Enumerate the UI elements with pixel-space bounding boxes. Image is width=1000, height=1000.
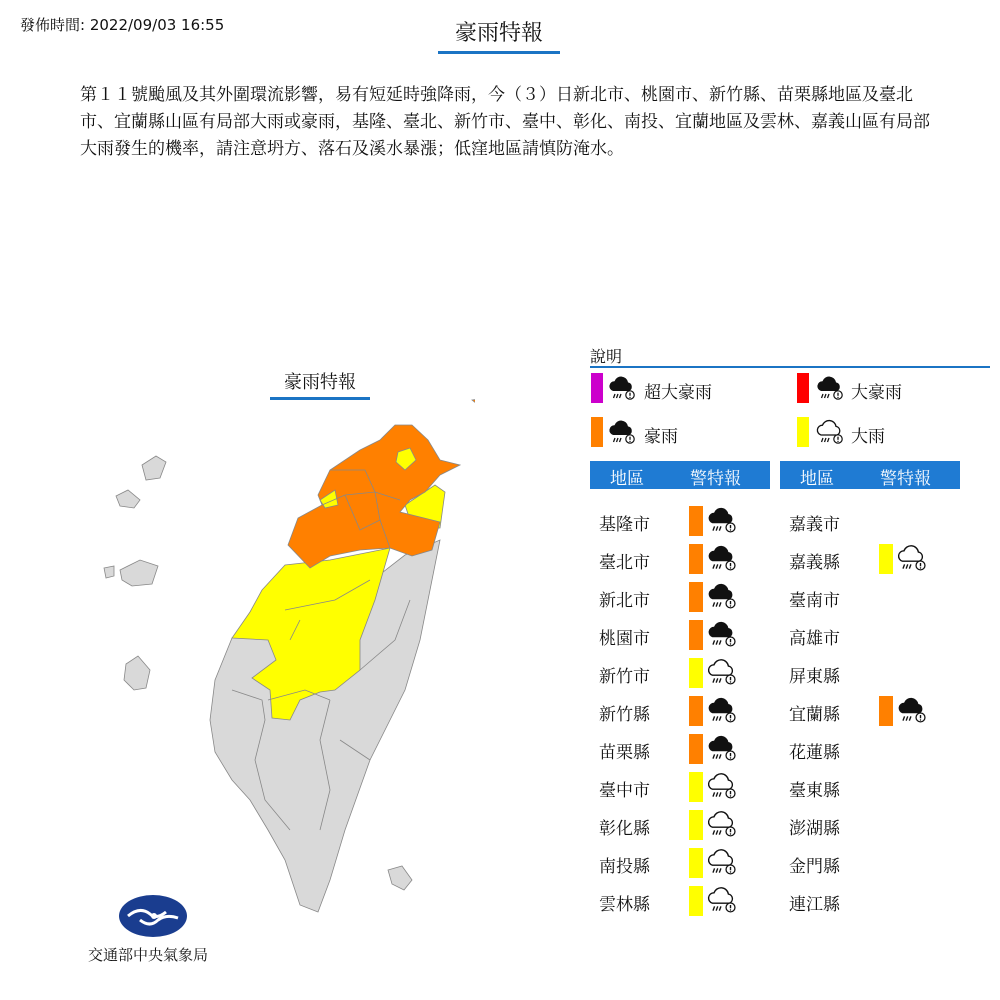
agency-name: 交通部中央氣象局 (88, 946, 209, 964)
island-matsu-1 (142, 456, 166, 480)
island-lanyu (388, 866, 412, 890)
legend-swatch-extreme-torrential (591, 373, 603, 403)
heavy-rain-cloud-icon (814, 372, 846, 404)
warning-level-bar (689, 696, 703, 726)
rain-cloud-outline-icon (705, 845, 739, 879)
heavy-rain-cloud-icon (705, 693, 739, 727)
legend-label: 豪雨 (644, 427, 678, 447)
legend-label: 大雨 (851, 427, 885, 447)
region-name: 南投縣 (599, 857, 650, 877)
region-name: 桃園市 (599, 629, 650, 649)
region-name: 金門縣 (789, 857, 840, 877)
column-header-warning: 警特報 (880, 469, 931, 489)
heavy-rain-cloud-icon (705, 617, 739, 651)
page-title: 豪雨特報 (438, 16, 560, 54)
warning-level-bar (879, 544, 893, 574)
region-name: 臺南市 (789, 591, 840, 611)
legend-swatch-extremely-heavy-rain (591, 417, 603, 447)
rain-cloud-outline-icon (705, 883, 739, 917)
region-name: 臺中市 (599, 781, 650, 801)
warning-level-bar (689, 848, 703, 878)
heavy-rain-cloud-icon (895, 693, 929, 727)
issued-time: 發佈時間: 2022/09/03 16:55 (20, 16, 225, 34)
legend-title: 說明 (590, 347, 623, 366)
region-name: 連江縣 (789, 895, 840, 915)
island-kinmen-small (104, 566, 114, 578)
table-header-left (590, 461, 770, 489)
region-name: 彰化縣 (599, 819, 650, 839)
island-guishan (472, 398, 475, 408)
heavy-rain-cloud-icon (705, 579, 739, 613)
warning-level-bar (689, 886, 703, 916)
warning-level-bar (879, 696, 893, 726)
heavy-rain-cloud-icon (705, 731, 739, 765)
island-kinmen (120, 560, 158, 586)
rain-cloud-outline-icon (895, 541, 929, 575)
legend-swatch-heavy-rain (797, 417, 809, 447)
warning-level-bar (689, 772, 703, 802)
heavy-rain-cloud-icon (705, 541, 739, 575)
column-header-region: 地區 (800, 469, 834, 489)
region-name: 臺北市 (599, 553, 650, 573)
cwb-logo (118, 894, 188, 938)
table-header-right (780, 461, 960, 489)
warning-level-bar (689, 620, 703, 650)
region-name: 高雄市 (789, 629, 840, 649)
column-header-warning: 警特報 (690, 469, 741, 489)
legend-swatch-torrential (797, 373, 809, 403)
region-name: 苗栗縣 (599, 743, 650, 763)
region-name: 嘉義縣 (789, 553, 840, 573)
rain-cloud-outline-icon (814, 416, 846, 448)
region-name: 雲林縣 (599, 895, 650, 915)
warning-description: 第１１號颱風及其外圍環流影響，易有短延時強降雨，今（３）日新北市、桃園市、新竹縣、苗栗縣地區及臺北市、宜蘭縣山區有局部大雨或豪雨，基隆、臺北、新竹市、臺中、彰化、南投、宜蘭地區及雲林、嘉義山區有局部大雨發生的機率，請注意坍方、落石及溪水暴漲；低窪地區請慎防淹水。 (80, 85, 930, 159)
region-name: 新北市 (599, 591, 650, 611)
region-name: 花蓮縣 (789, 743, 840, 763)
warning-level-bar (689, 734, 703, 764)
rain-cloud-outline-icon (705, 807, 739, 841)
heavy-rain-cloud-icon (606, 416, 638, 448)
region-name: 新竹市 (599, 667, 650, 687)
column-header-region: 地區 (610, 469, 644, 489)
region-name: 臺東縣 (789, 781, 840, 801)
region-name: 嘉義市 (789, 515, 840, 535)
map-title: 豪雨特報 (270, 368, 370, 400)
rain-cloud-outline-icon (705, 655, 739, 689)
legend-divider (590, 366, 990, 368)
rain-cloud-outline-icon (705, 769, 739, 803)
region-name: 基隆市 (599, 515, 650, 535)
region-name: 屏東縣 (789, 667, 840, 687)
island-matsu-2 (116, 490, 140, 508)
warning-level-bar (689, 810, 703, 840)
region-name: 新竹縣 (599, 705, 650, 725)
warning-level-bar (689, 544, 703, 574)
legend-label: 大豪雨 (851, 383, 902, 403)
region-name: 澎湖縣 (789, 819, 840, 839)
region-name: 宜蘭縣 (789, 705, 840, 725)
warning-level-bar (689, 582, 703, 612)
warning-level-bar (689, 658, 703, 688)
heavy-rain-cloud-icon (705, 503, 739, 537)
island-penghu (124, 656, 150, 690)
warning-level-bar (689, 506, 703, 536)
taiwan-warning-map (95, 390, 475, 920)
legend-label: 超大豪雨 (644, 383, 712, 403)
heavy-rain-cloud-icon (606, 372, 638, 404)
